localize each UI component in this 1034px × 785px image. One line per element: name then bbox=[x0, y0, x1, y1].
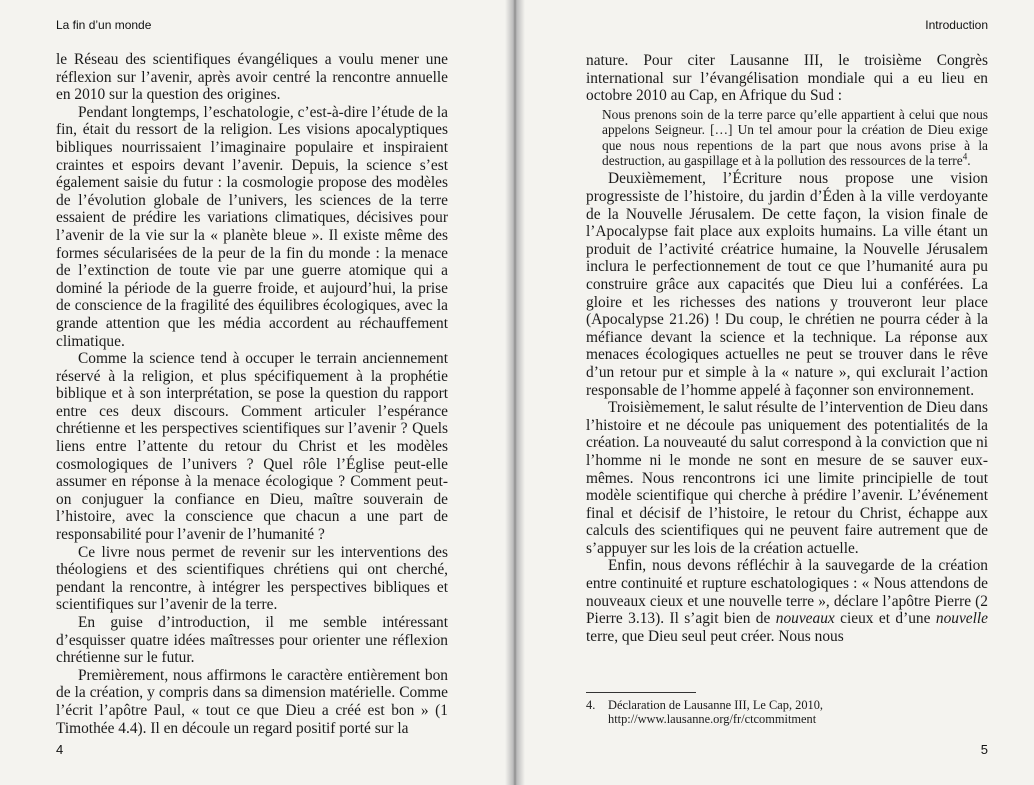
emphasis: nouvelle bbox=[935, 610, 989, 628]
footnote-reference[interactable]: 4 bbox=[962, 151, 968, 162]
paragraph: Pendant longtemps, l’eschatologie, c’est-à-dire l’étude de la fin, était du ressort de la religion. Les visions apocalyptiques bibliques nourrissaient l’imaginaire populaire et inspiraient craintes et espoirs devant l’avenir. Depuis, la science s’est également saisie du futur : la cosmologie propose des modèles de l’évolution globale de l’univers, les sciences de la terre essaient de prédire les variations climatiques, décisives pour l’avenir de la vie sur la « planète bleue ». Il existe même des formes sécularisées de la peur de la fin du monde : la menace de l’extinction de toute vie par une guerre atomique qui a dominé la période de la guerre froide, et aujourd’hui, la prise de conscience de la fragilité des équilibres écologiques, avec la grande attention que les média accordent au réchauffement climatique. bbox=[56, 103, 448, 350]
block-quote: Nous prenons soin de la terre parce qu’elle appartient à celui que nous appelons Seigneur. […] Un tel amour pour la création de Dieu exige que nous nous repentions de la part que nous avons prise à la destruction, au gaspillage et à la pollution des ressources de la terre$^4$. bbox=[602, 106, 988, 168]
right-page bbox=[518, 0, 1034, 785]
paragraph: Enfin, nous devons réfléchir à la sauvegarde de la création entre continuité et rupture eschatologiques : « Nous attendons de nouveaux cieux et une nouvelle terre », déclare l’apôtre Pierre (2 Pierre 3.13). Il s’agit bien de nouveaux cieux et d’une nouvelle terre, que Dieu seul peut créer. Nous nous bbox=[586, 557, 989, 645]
running-head: La fin d’un monde bbox=[56, 18, 152, 32]
footnote-text: Déclaration de Lausanne III, Le Cap, 2010, bbox=[608, 698, 824, 712]
footnote-link[interactable]: http://www.lausanne.org/fr/ctcommitment bbox=[608, 712, 817, 726]
footnote-rule bbox=[586, 692, 696, 693]
paragraph: En guise d’introduction, il me semble intéressant d’esquisser quatre idées maîtresses pour orienter une réflexion chrétienne sur le futur. bbox=[56, 614, 448, 667]
page-number: 4 bbox=[56, 742, 64, 757]
left-page bbox=[0, 0, 512, 785]
footnote bbox=[586, 698, 988, 726]
paragraph: Deuxièmement, l’Écriture nous propose une vision progressiste de l’histoire, du jardin d’Éden à la ville verdoyante de la Nouvelle Jérusalem. De cette façon, la vision finale de l’Apocalypse fait place aux exploits humains. La ville étant un produit de l’activité créatrice humaine, la Nouvelle Jérusalem inclura le perfectionnement de tout ce que l’humanité aura pu construire grâce aux capacités que Dieu lui a conférées. La gloire et les richesses des nations y trouveront leur place (Apocalypse 21.26) ! Du coup, le chrétien ne pourra céder à la méfiance devant la science et la technique. La réponse aux menaces écologiques actuelles ne peut se trouver dans le rêve d’un retour pur et simple à la « nature », qui exclurait l’action responsable de l’homme appelé à façonner son environnement. bbox=[586, 170, 988, 399]
paragraph: Comme la science tend à occuper le terrain anciennement réservé à la religion, et plus spécifiquement à la prophétie biblique et à son interprétation, se pose la question du rapport entre ces deux discours. Comment articuler l’espérance chrétienne et les perspectives scientifiques sur l’avenir ? Quels liens entre l’attente du retour du Christ et les modèles cosmologiques de l’univers ? Quel rôle l’Église peut-elle assumer en réponse à la menace écologique ? Comment peut-on conjuguer la confiance en Dieu, maître souverain de l’histoire, avec la conscience que chacun a une part de responsabilité pour l’avenir de l’humanité ? bbox=[56, 350, 448, 544]
paragraph: le Réseau des scientifiques évangéliques a voulu mener une réflexion sur l’avenir, après avoir centré la rencontre annuelle en 2010 sur la question des origines. bbox=[56, 51, 448, 104]
paragraph: nature. Pour citer Lausanne III, le troisième Congrès international sur l’évangélisation mondiale qui a eu lieu en octobre 2010 au Cap, en Afrique du Sud : bbox=[586, 52, 988, 105]
book-gutter bbox=[505, 0, 525, 785]
paragraph: Troisièmement, le salut résulte de l’intervention de Dieu dans l’histoire et ne découle pas uniquement des potentialités de la création. La nouveauté du salut correspond à la conviction que ni l’homme ni le monde ne sont en mesure de se sauver eux-mêmes. Nous rencontrons ici une limite principielle de tout modèle scientifique qui cherche à prédire l’avenir. L’événement final et décisif de l’histoire, le retour du Christ, échappe aux calculs des scientifiques qui ne peuvent faire autrement que de s’appuyer sur les lois de la création actuelle. bbox=[586, 399, 988, 557]
paragraph: Premièrement, nous affirmons le caractère entièrement bon de la création, y compris dans sa dimension matérielle. Comme l’écrit l’apôtre Paul, « tout ce que Dieu a créé est bon » (1 Timothée 4.4). Il en découle un regard positif porté sur la bbox=[56, 666, 448, 737]
quote-text: Nous prenons soin de la terre parce qu’elle appartient à celui que nous appelons Seigneur. […] Un tel amour pour la création de Dieu exige que nous nous repentions de la part que nous avons prise à la destruction, au gaspillage et à la pollution des ressources de la terre bbox=[602, 106, 988, 168]
page-body bbox=[56, 51, 448, 737]
footnote-number: 4. bbox=[586, 698, 596, 712]
running-head: Introduction bbox=[925, 18, 988, 32]
emphasis: nouveaux bbox=[775, 610, 835, 628]
page-number: 5 bbox=[980, 742, 988, 757]
page-body bbox=[586, 52, 988, 645]
paragraph: Ce livre nous permet de revenir sur les interventions des théologiens et des scientifiques chrétiens qui ont cherché, pendant la rencontre, à intégrer les perspectives bibliques et scientifiques sur l’avenir de la terre. bbox=[56, 543, 448, 614]
